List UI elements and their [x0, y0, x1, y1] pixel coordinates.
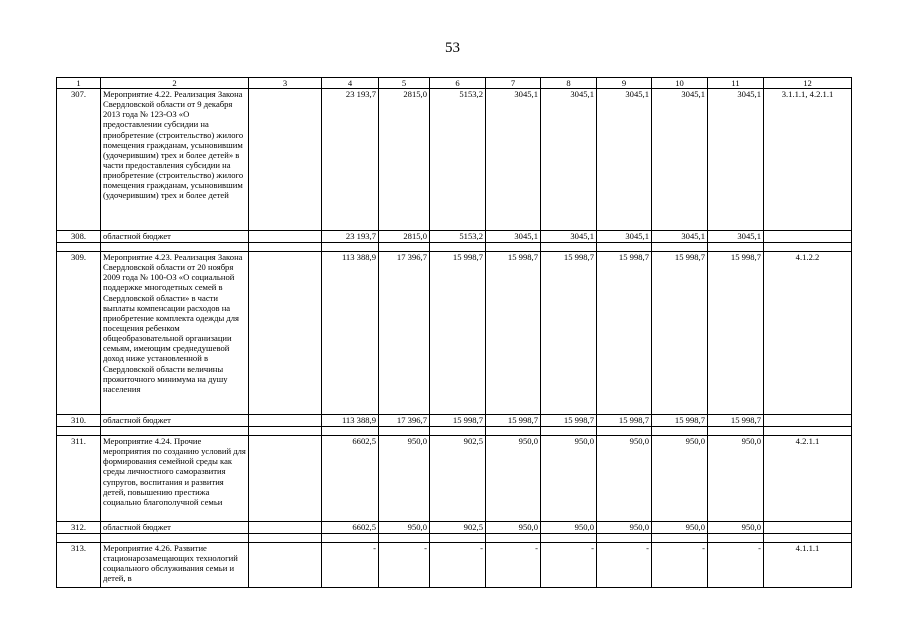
row-value: 950,0 [486, 436, 541, 522]
row-value: 950,0 [379, 522, 430, 534]
row-value: - [541, 543, 597, 588]
row-value: 15 998,7 [430, 415, 486, 427]
row-number: 307. [57, 89, 101, 231]
row-value: 950,0 [379, 436, 430, 522]
row-number: 310. [57, 415, 101, 427]
row-number: 308. [57, 231, 101, 243]
row-value: 3045,1 [708, 89, 764, 231]
row-col3 [249, 436, 322, 522]
row-value: 5153,2 [430, 231, 486, 243]
row-number: 313. [57, 543, 101, 588]
row-number: 311. [57, 436, 101, 522]
table-row [57, 436, 852, 522]
row-value: 2815,0 [379, 231, 430, 243]
row-code [764, 415, 852, 427]
row-code: 4.1.2.2 [764, 252, 852, 415]
row-value: 15 998,7 [541, 415, 597, 427]
row-value: - [430, 543, 486, 588]
row-col3 [249, 231, 322, 243]
row-value: - [486, 543, 541, 588]
row-separator [57, 427, 852, 436]
row-value: 950,0 [597, 522, 652, 534]
program-table [56, 77, 852, 588]
row-value: 23 193,7 [322, 231, 379, 243]
row-description: Мероприятие 4.26. Развитие стационарозамещающих технологий социального обслуживания семьи и детей, в [101, 543, 249, 588]
row-col3 [249, 522, 322, 534]
row-value: 17 396,7 [379, 252, 430, 415]
row-code: 4.1.1.1 [764, 543, 852, 588]
row-value: 6602,5 [322, 522, 379, 534]
row-value: 3045,1 [486, 231, 541, 243]
row-description: областной бюджет [101, 231, 249, 243]
table-row [57, 231, 852, 243]
row-code [764, 522, 852, 534]
row-value: 3045,1 [652, 89, 708, 231]
row-number: 312. [57, 522, 101, 534]
row-description: Мероприятие 4.24. Прочие мероприятия по созданию условий для формирования семейной среды как среды личностного саморазвития супругов, воспитания и развития детей, повышению престижа социально благополучной семьи [101, 436, 249, 522]
column-header: 8 [541, 78, 597, 89]
row-description: Мероприятие 4.22. Реализация Закона Свердловской области от 9 декабря 2013 года № 123-ОЗ «О предоставлении субсидии на приобретение (строительство) жилого помещения гражданам, усыновившим (удочерившим) трех и более детей» в части предоставления субсидии на приобретение (строительство) жилого помещения гражданам, усыновившим (удочерившим) трех и более детей [101, 89, 249, 231]
row-value: 3045,1 [597, 89, 652, 231]
column-header: 1 [57, 78, 101, 89]
column-header: 5 [379, 78, 430, 89]
row-value: 113 388,9 [322, 415, 379, 427]
row-value: 3045,1 [597, 231, 652, 243]
row-value: 950,0 [541, 522, 597, 534]
column-header: 12 [764, 78, 852, 89]
row-value: 15 998,7 [652, 415, 708, 427]
row-value: 15 998,7 [708, 415, 764, 427]
row-code [764, 231, 852, 243]
row-value: 113 388,9 [322, 252, 379, 415]
row-value: 3045,1 [541, 89, 597, 231]
column-header: 9 [597, 78, 652, 89]
row-separator [57, 243, 852, 252]
row-description: Мероприятие 4.23. Реализация Закона Свердловской области от 20 ноября 2009 года № 100-ОЗ «О социальной поддержке многодетных семей в Свердловской области» в части выплаты компенсации расходов на приобретение комплекта одежды для посещения ребенком общеобразовательной организации семьям, имеющим среднедушевой доход ниже установленной в Свердловской области величины прожиточного минимума на душу населения [101, 252, 249, 415]
table-row [57, 252, 852, 415]
row-value: 15 998,7 [597, 252, 652, 415]
row-value: - [708, 543, 764, 588]
header-row [57, 78, 852, 89]
row-value: 15 998,7 [486, 415, 541, 427]
row-value: 950,0 [708, 522, 764, 534]
row-code: 3.1.1.1, 4.2.1.1 [764, 89, 852, 231]
row-description: областной бюджет [101, 522, 249, 534]
row-value: 15 998,7 [541, 252, 597, 415]
row-value: 950,0 [708, 436, 764, 522]
row-value: 3045,1 [708, 231, 764, 243]
row-value: 950,0 [652, 436, 708, 522]
table-row [57, 543, 852, 588]
row-value: 23 193,7 [322, 89, 379, 231]
row-value: - [597, 543, 652, 588]
row-value: 15 998,7 [708, 252, 764, 415]
column-header: 10 [652, 78, 708, 89]
row-value: 6602,5 [322, 436, 379, 522]
column-header: 6 [430, 78, 486, 89]
column-header: 4 [322, 78, 379, 89]
row-value: 950,0 [541, 436, 597, 522]
row-value: 902,5 [430, 436, 486, 522]
row-value: 3045,1 [486, 89, 541, 231]
row-value: 15 998,7 [486, 252, 541, 415]
row-value: 17 396,7 [379, 415, 430, 427]
column-header: 11 [708, 78, 764, 89]
row-value: 902,5 [430, 522, 486, 534]
page-number: 53 [445, 40, 460, 56]
table-row [57, 89, 852, 231]
row-value: - [652, 543, 708, 588]
table-row [57, 522, 852, 534]
row-value: 950,0 [486, 522, 541, 534]
row-code: 4.2.1.1 [764, 436, 852, 522]
row-value: 15 998,7 [430, 252, 486, 415]
row-description: областной бюджет [101, 415, 249, 427]
row-value: 5153,2 [430, 89, 486, 231]
row-value: 15 998,7 [652, 252, 708, 415]
row-col3 [249, 415, 322, 427]
column-header: 3 [249, 78, 322, 89]
row-value: - [379, 543, 430, 588]
table-row [57, 415, 852, 427]
row-value: 15 998,7 [597, 415, 652, 427]
row-value: 2815,0 [379, 89, 430, 231]
row-col3 [249, 89, 322, 231]
column-header: 2 [101, 78, 249, 89]
row-number: 309. [57, 252, 101, 415]
row-value: 950,0 [652, 522, 708, 534]
row-col3 [249, 543, 322, 588]
row-value: 950,0 [597, 436, 652, 522]
column-header: 7 [486, 78, 541, 89]
row-col3 [249, 252, 322, 415]
row-value: - [322, 543, 379, 588]
row-separator [57, 534, 852, 543]
row-value: 3045,1 [652, 231, 708, 243]
row-value: 3045,1 [541, 231, 597, 243]
